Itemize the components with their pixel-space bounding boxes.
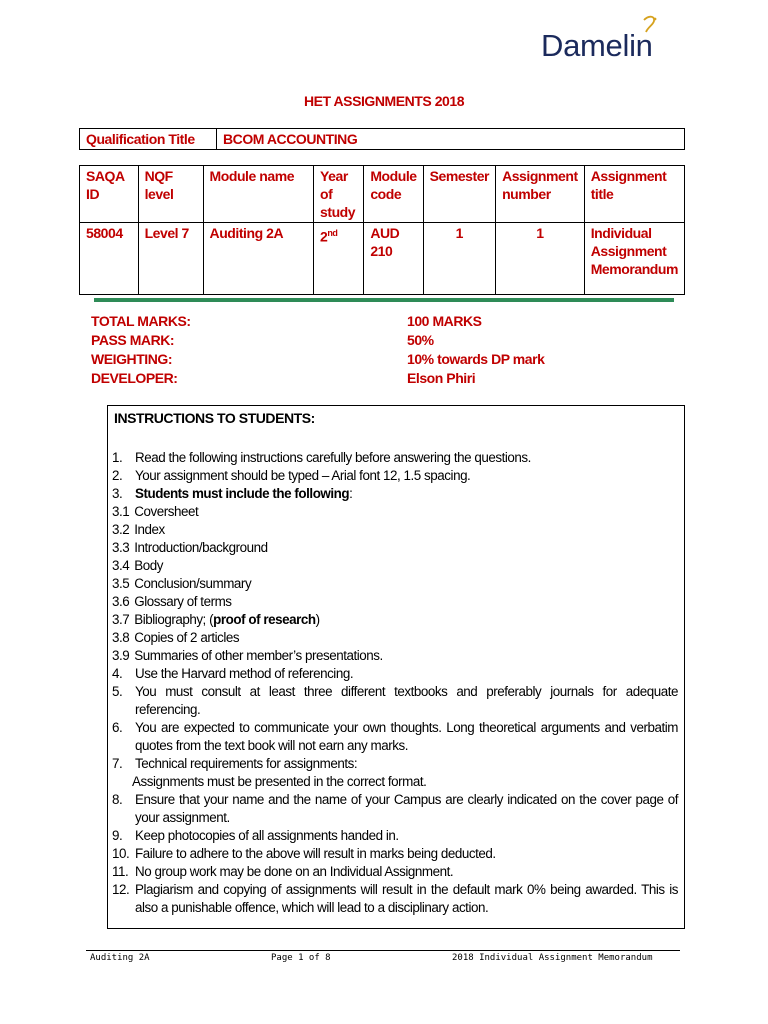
qualification-label: Qualification Title (80, 129, 217, 150)
item-number: 8. (112, 792, 123, 807)
header-module-code: Module code (364, 166, 423, 223)
item-number: 11. (112, 864, 129, 879)
item-post-text: ) (315, 612, 320, 627)
item-text: You are expected to communicate your own thoughts. Long theoretical arguments and verbatim quotes from the text book will not earn any marks. (135, 720, 678, 753)
footer-right: 2018 Individual Assignment Memorandum (452, 953, 653, 963)
module-table-header-row (80, 166, 685, 223)
item-text: Conclusion/summary (134, 576, 252, 591)
logo-text: Damelin (541, 28, 653, 63)
list-item (112, 863, 678, 881)
cell-module-code: AUD 210 (364, 223, 423, 295)
item-text: Your assignment should be typed – Arial font 12, 1.5 spacing. (135, 468, 471, 483)
item-text (135, 485, 678, 503)
logo-swoosh-icon (640, 14, 660, 36)
list-item (112, 575, 678, 593)
instructions-box (107, 405, 685, 929)
item-number: 3.8 (112, 630, 130, 645)
qualification-table (79, 128, 685, 150)
item-text: Read the following instructions carefully before answering the questions. (135, 450, 531, 465)
list-item (112, 557, 678, 575)
header-saqa-id: SAQA ID (80, 166, 139, 223)
item-text: Index (134, 522, 165, 537)
list-item (112, 629, 678, 647)
year-number: 2 (320, 228, 328, 245)
cell-assignment-title: Individual Assignment Memorandum (584, 223, 684, 295)
item-subtext: Assignments must be presented in the correct format. (132, 774, 427, 789)
item-text: Use the Harvard method of referencing. (135, 666, 354, 681)
marks-values (407, 312, 544, 388)
item-number: 3.3 (112, 540, 130, 555)
total-marks-value: 100 MARKS (407, 313, 482, 329)
item-number: 4. (112, 666, 123, 681)
list-item (112, 845, 678, 863)
item-text: Glossary of terms (134, 594, 232, 609)
item-number: 12. (112, 882, 130, 897)
item-text (134, 611, 678, 629)
list-item (112, 647, 678, 665)
footer-left: Auditing 2A (90, 953, 150, 963)
header-semester: Semester (423, 166, 495, 223)
cell-semester: 1 (423, 223, 495, 295)
item-number: 3.1 (112, 504, 130, 519)
item-text: Introduction/background (134, 540, 268, 555)
list-item (112, 755, 678, 773)
item-text: Copies of 2 articles (134, 630, 240, 645)
header-nqf-level: NQF level (138, 166, 203, 223)
item-pre-text: Bibliography; ( (134, 612, 214, 627)
list-item (112, 467, 678, 485)
list-item (112, 593, 678, 611)
item-text: You must consult at least three different textbooks and preferably journals for adequate referencing. (135, 684, 678, 717)
list-item (112, 665, 678, 683)
item-text: Coversheet (134, 504, 199, 519)
instructions-list (112, 449, 678, 917)
qualification-value: BCOM ACCOUNTING (217, 129, 685, 150)
item-number: 3.4 (112, 558, 130, 573)
item-number: 7. (112, 756, 123, 771)
weighting-label: WEIGHTING: (91, 351, 173, 367)
list-item (112, 719, 678, 755)
item-text: Summaries of other member’s presentations. (134, 648, 383, 663)
header-module-name: Module name (203, 166, 314, 223)
green-divider (94, 298, 674, 302)
module-table (79, 165, 685, 295)
header-year-of-study: Year of study (314, 166, 364, 223)
list-item (112, 521, 678, 539)
item-text: Technical requirements for assignments: (135, 756, 358, 771)
weighting-value: 10% towards DP mark (407, 351, 545, 367)
footer-page-number: Page 1 of 8 (271, 953, 331, 963)
list-item (112, 539, 678, 557)
document-title: HET ASSIGNMENTS 2018 (303, 93, 465, 109)
header-assignment-title: Assignment title (584, 166, 684, 223)
footer-divider (86, 950, 680, 951)
pass-mark-value: 50% (407, 332, 434, 348)
list-item (112, 611, 678, 629)
cell-assignment-number: 1 (496, 223, 585, 295)
list-item (112, 827, 678, 845)
item-number: 5. (112, 684, 123, 699)
pass-mark-label: PASS MARK: (91, 332, 175, 348)
cell-nqf-level: Level 7 (138, 223, 203, 295)
cell-year-of-study (314, 223, 364, 295)
item-number: 1. (112, 450, 123, 465)
header-assignment-number: Assignment number (496, 166, 585, 223)
item-number: 3.9 (112, 648, 130, 663)
list-item (112, 683, 678, 719)
list-item (112, 485, 678, 503)
cell-module-name: Auditing 2A (203, 223, 314, 295)
damelin-logo (541, 14, 683, 70)
developer-value: Elson Phiri (407, 370, 476, 386)
item-number: 10. (112, 846, 130, 861)
item-rest-text: : (349, 486, 353, 501)
list-item (112, 503, 678, 521)
item-number: 2. (112, 468, 123, 483)
item-text: No group work may be done on an Individual Assignment. (135, 864, 454, 879)
item-text: Failure to adhere to the above will result in marks being deducted. (135, 846, 496, 861)
item-bold-text: Students must include the following (135, 486, 350, 501)
item-number: 3.6 (112, 594, 130, 609)
marks-labels (91, 312, 191, 388)
item-text: Ensure that your name and the name of your Campus are clearly indicated on the cover page of your assignment. (135, 792, 678, 825)
year-suffix: nd (327, 228, 338, 238)
list-item (112, 791, 678, 827)
item-number: 3.2 (112, 522, 130, 537)
list-item (112, 449, 678, 467)
cell-saqa-id: 58004 (80, 223, 139, 295)
item-number: 3.7 (112, 612, 130, 627)
list-item (112, 881, 678, 917)
item-bold-text: proof of research (213, 612, 316, 627)
item-text: Keep photocopies of all assignments handed in. (135, 828, 399, 843)
total-marks-label: TOTAL MARKS: (91, 313, 191, 329)
item-number: 3. (112, 486, 123, 501)
instructions-title: INSTRUCTIONS TO STUDENTS: (114, 410, 315, 426)
developer-label: DEVELOPER: (91, 370, 178, 386)
item-number: 3.5 (112, 576, 130, 591)
item-number: 9. (112, 828, 123, 843)
item-text: Body (134, 558, 163, 573)
item-number: 6. (112, 720, 123, 735)
module-table-row (80, 223, 685, 295)
item-text: Plagiarism and copying of assignments will result in the default mark 0% being awarded. This is also a punishable offence, which will lead to a disciplinary action. (135, 882, 678, 915)
